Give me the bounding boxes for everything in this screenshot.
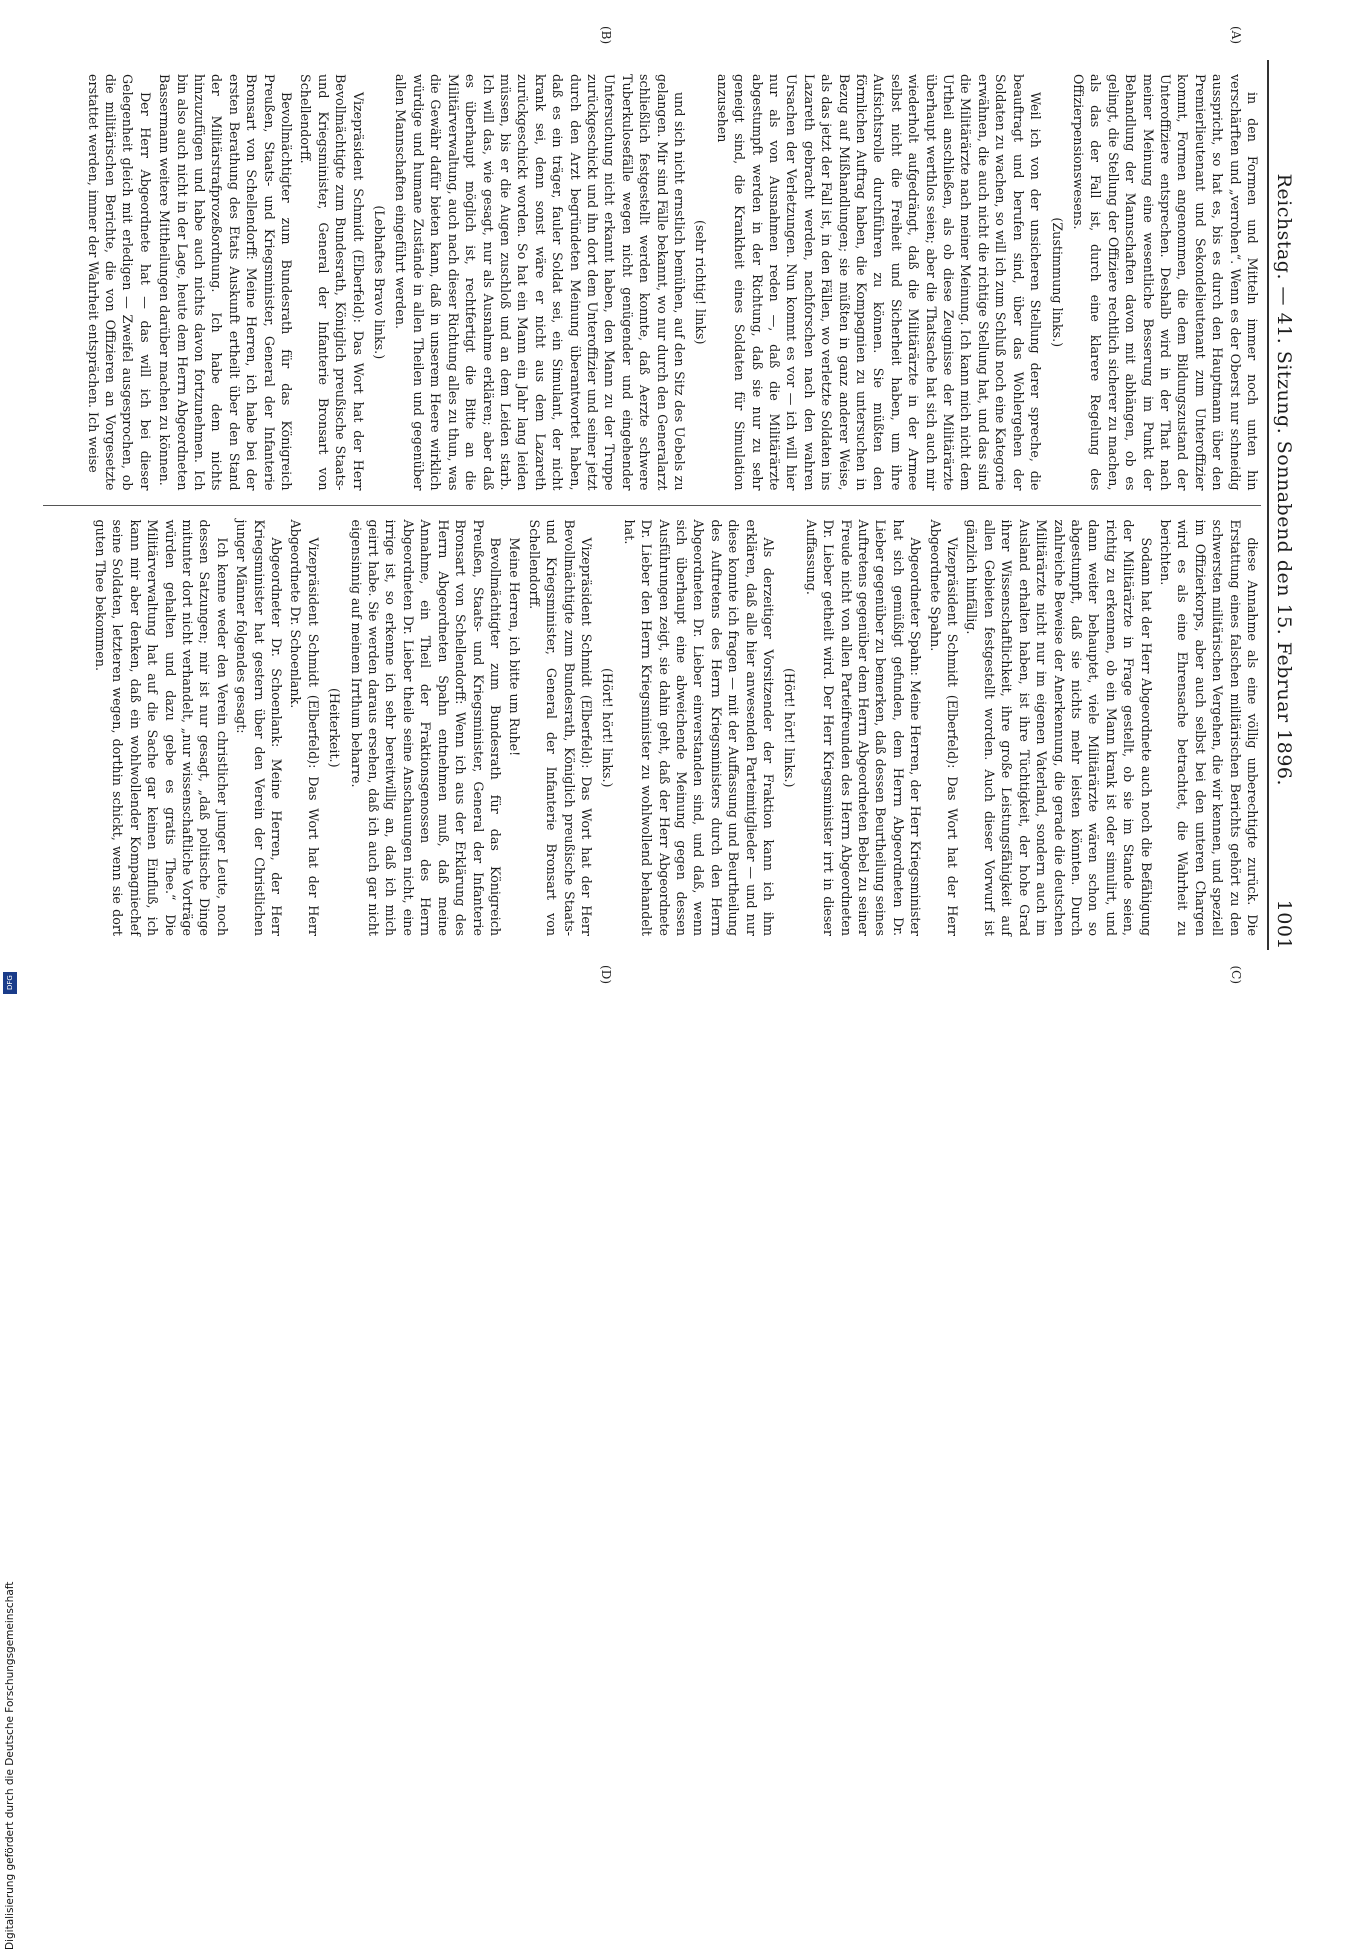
text-columns xyxy=(43,60,1261,950)
paragraph: Abgeordneter Spahn: Meine Herren, der Herr Kriegsminister hat sich gemüßigt gefunden, dem Herrn Abgeordneten Dr. Lieber gegenüber zu bemerken, daß dessen Beurtheilung seines Auftretens gegenüber dem Herrn Abgeordneten Bebel zu seiner Freude nicht von allen Parteifreunden des Herrn Abgeordneten Dr. Lieber getheilt wird. Der Herr Kriegsminister irrt in dieser Auffassung. xyxy=(803,519,924,936)
interjection: (Hört! hört! links.) xyxy=(600,667,616,788)
interjection: (Zustimmung links.) xyxy=(1049,217,1065,348)
margin-mark-c: (C) xyxy=(1229,965,1243,984)
paragraph: Sodann hat der Herr Abgeordnete auch noch die Befähigung der Militärärzte in Frage gestellt, ob sie im Stande seien, richtig zu erkennen, ob ein Mann krank ist oder simulirt, und dann weiter behauptet, viele Militärärzte wären schon so abgestumpft, daß sie nichts mehr leisten könnten. Durch zahlreiche Beweise der Anerkennung, die gerade die deutschen Militärärzte nicht nur im eigenen Vaterland, sondern auch im Ausland erhalten haben, ist ihre Tüchtigkeit, der hohe Grad ihrer Wissenschaftlichkeit, ihre große Leistungsfähigkeit auf allen Gebieten festgestellt worden. Auch dieser Vorwurf ist gänzlich hinfällig. xyxy=(964,519,1154,936)
paragraph: diese Annahme als eine völlig unberechtigte zurück. Die Erstattung eines falschen militärischen Berichts gehört zu den schwersten militärischen Vergehen, die wir kennen, und speziell im Offizierkorps, aber auch selbst bei den unteren Chargen wird es als eine Ehrensache betrachtet, die Wahrheit zu berichten. xyxy=(1157,519,1260,936)
interjection: (Hört! hört! links.) xyxy=(782,667,798,788)
paragraph: Vizepräsident Schmidt (Elberfeld): Das Wort hat der Herr Bevollmächtigte zum Bundesrath, Königlich preußische Staats- und Kriegsminister, General der Infanterie Bronsart von Schellendorff. xyxy=(526,519,594,936)
paragraph: Bevollmächtigter zum Bundesrath für das Königreich Preußen, Staats- und Kriegsminister, General der Infanterie Bronsart von Schellendorff: Meine Herren, ich habe bei der ersten Berathung des Etats Auskunft ertheilt über den Stand der Militärstrafprozeßordnung. Ich habe dem nichts hinzuzufügen und habe auch nichts davon fortzunehmen. Ich bin also auch nicht in der Lage, heute dem Herrn Abgeordneten Bassermann weitere Mittheilungen darüber machen zu können. xyxy=(157,74,295,491)
paragraph: in den Formen und Mitteln immer noch unten hin verschärften und „verrohen“. Wenn es der Oberst nur schneidig ausspricht, so hat es, bis es durch den Hauptmann über den Premierlieutenant und Sekondelieutenant zum Unteroffizier kommt, Formen angenommen, die dem Bildungszustand der Unteroffiziere entsprechen. Deshalb wird in der That nach meiner Meinung eine wesentliche Besserung im Punkt der Behandlung der Mannschaften davon mit abhängen, ob es gelingt, die Stellung der Offiziere rechtlich sicherer zu machen, als das der Fall ist, durch eine klarere Regelung des Offizierpensionswesens. xyxy=(1070,74,1260,491)
paragraph: Abgeordneter Dr. Schoenlank: Meine Herren, der Herr Kriegsminister hat gestern über den Verein der Christlichen junger Männer folgendes gesagt: xyxy=(234,519,285,936)
paragraph: Vizepräsident Schmidt (Elberfeld): Das Wort hat der Herr Bevollmächtigte zum Bundesrath, Königlich preußische Staats- und Kriegsminister, General der Infanterie Bronsart von Schellendorff. xyxy=(298,74,366,491)
page xyxy=(43,26,1313,984)
paragraph: und sich nicht ernstlich bemühen, auf den Sitz des Uebels zu gelangen. Mir sind Fälle bekannt, wo nur durch den Generalarzt schließlich festgestellt werden konnte, daß Aerzte schwere Tuberkulosefälle wegen nicht genügender und eingehender Untersuchung nicht erkannt haben, den Mann zu der Truppe zurückgeschickt und ihn dort dem Unteroffizier und seiner jetzt durch den Arzt begründeten Meinung überantwortet haben, daß es ein träger, fauler Soldat sei, ein Simulant, der nicht krank sei, denn sonst wäre er nicht aus dem Lazareth zurückgeschickt worden. So hat ein Mann ein Jahr lang leiden müssen, bis er die Augen zuschloß und an dem Leiden starb. Ich will das, wie gesagt, nur als Ausnahme erklären; aber daß es überhaupt möglich ist, rechtfertigt die Bitte an die Militärverwaltung, auch nach dieser Richtung alles zu thun, was die Gewähr dafür bieten kann, daß in unserem Heere wirklich würdige und humane Zustände in allen Theilen und gegenüber allen Mannschaften eingeführt werden. xyxy=(393,74,687,491)
paragraph: Der Herr Abgeordnete hat — das will ich bei dieser Gelegenheit gleich mit erledigen — Zweifel ausgesprochen, ob die militärischen Berichte, die von Offizieren an Vorgesetzte erstattet werden, immer der Wahrheit entsprächen. Ich weise xyxy=(85,74,153,491)
digitization-credit: Digitalisierung gefördert durch die Deutsche Forschungsgemeinschaft xyxy=(4,1581,16,1950)
interjection: (Heiterkeit.) xyxy=(327,687,343,768)
page-number: 1001 xyxy=(1273,899,1295,950)
paragraph: Als derzeitiger Vorsitzender der Fraktion kann ich ihm erklären, daß alle hier anwesenden Parteimitglieder — und nur diese konnte ich fragen — mit der Auffassung und Beurtheilung des Auftretens des Herrn Kriegsministers durch den Herrn Abgeordneten Dr. Lieber einverstanden sind, und daß, wenn sich überhaupt eine abweichende Meinung gegen dessen Ausführungen zeigt, sie dahin geht, daß der Herr Abgeordnete Dr. Lieber den Herrn Kriegsminister zu wohlwollend behandelt hat. xyxy=(621,519,777,936)
paragraph: Bevollmächtigter zum Bundesrath für das Königreich Preußen, Staats- und Kriegsminister, General der Infanterie Bronsart von Schellendorff: Wenn ich aus der Erklärung des Herrn Abgeordneten Spahn entnehmen muß, daß meine Annahme, ein Theil der Fraktionsgenossen des Herrn Abgeordneten Dr. Lieber theile seine Anschauungen nicht, eine irrige ist, so erkenne ich sehr bereitwillig an, daß ich mich geirrt habe. Sie werden daraus ersehen, daß ich auch gar nicht eigensinnig auf meinem Irrthum beharre. xyxy=(348,519,503,936)
paragraph: Weil ich von der unsicheren Stellung derer spreche, die beauftragt und berufen sind, über das Wohlergehen der Soldaten zu wachen, so will ich zum Schluß noch eine Kategorie erwähnen, die auch nicht die richtige Stellung hat, und das sind die Militärärzte nach meiner Meinung. Ich kann mich nicht dem Urtheil anschließen, als ob diese Zeugnisse der Militärärzte überhaupt werthlos seien; aber die Thatsache hat sich auch mir wiederholt aufgedrängt, daß die Militärärzte in der Armee selbst nicht die Freiheit und Sicherheit haben, um ihre Aufsichtsrolle durchführen zu können. Sie müßten den förmlichen Auftrag haben, die Kompagnien zu untersuchen in Bezug auf Mißhandlungen; sie müßten in ganz anderer Weise, als das jetzt der Fall ist, in den Fällen, wo verletzte Soldaten ins Lazareth gebracht werden, nachforschen nach den wahren Ursachen der Verletzungen. Nun kommt es vor — ich will hier nur als von Ausnahmen reden —, daß die Militärärzte abgestumpft werden in der Richtung, daß sie nur zu sehr geneigt sind, die Krankheit eines Soldaten für Simulation anzusehen xyxy=(714,74,1044,491)
paragraph: Meine Herren, ich bitte um Ruhe! xyxy=(507,537,523,757)
column-left xyxy=(43,60,1261,505)
paragraph: Ich kenne weder den Verein christlicher junger Leute, noch dessen Satzungen; mir ist nur gesagt, „daß politische Dinge mitunter dort nicht verhandelt, „nur wissenschaftliche Vorträge würden gehalten und dazu gebe es gratis Thee.“ Die Militärverwaltung hat auf die Sache gar keinen Einfluß, ich kann mir aber denken, daß ein wohlwollender Kompagniechef seine Soldaten, letzteren wegen, dorthin schickt, wenn sie dort guten Thee bekommen. xyxy=(93,519,230,936)
interjection: (Lebhaftes Bravo links.) xyxy=(372,205,388,360)
running-head xyxy=(1267,60,1313,950)
running-head-title: Reichstag. — 41. Sitzung. Sonnabend den 15. Februar 1896. xyxy=(1273,173,1295,787)
paragraph: Vizepräsident Schmidt (Elberfeld): Das Wort hat der Herr Abgeordnete Spahn. xyxy=(927,519,961,936)
interjection: (sehr richtig! links) xyxy=(693,220,709,345)
dfg-logo: DFG xyxy=(3,972,17,994)
column-right xyxy=(43,505,1261,951)
paragraph: Vizepräsident Schmidt (Elberfeld): Das Wort hat der Herr Abgeordnete Dr. Schoenlank. xyxy=(288,519,321,936)
margin-mark-a: (A) xyxy=(1229,26,1243,45)
margin-mark-d: (D) xyxy=(599,965,613,984)
margin-mark-b: (B) xyxy=(599,26,613,45)
